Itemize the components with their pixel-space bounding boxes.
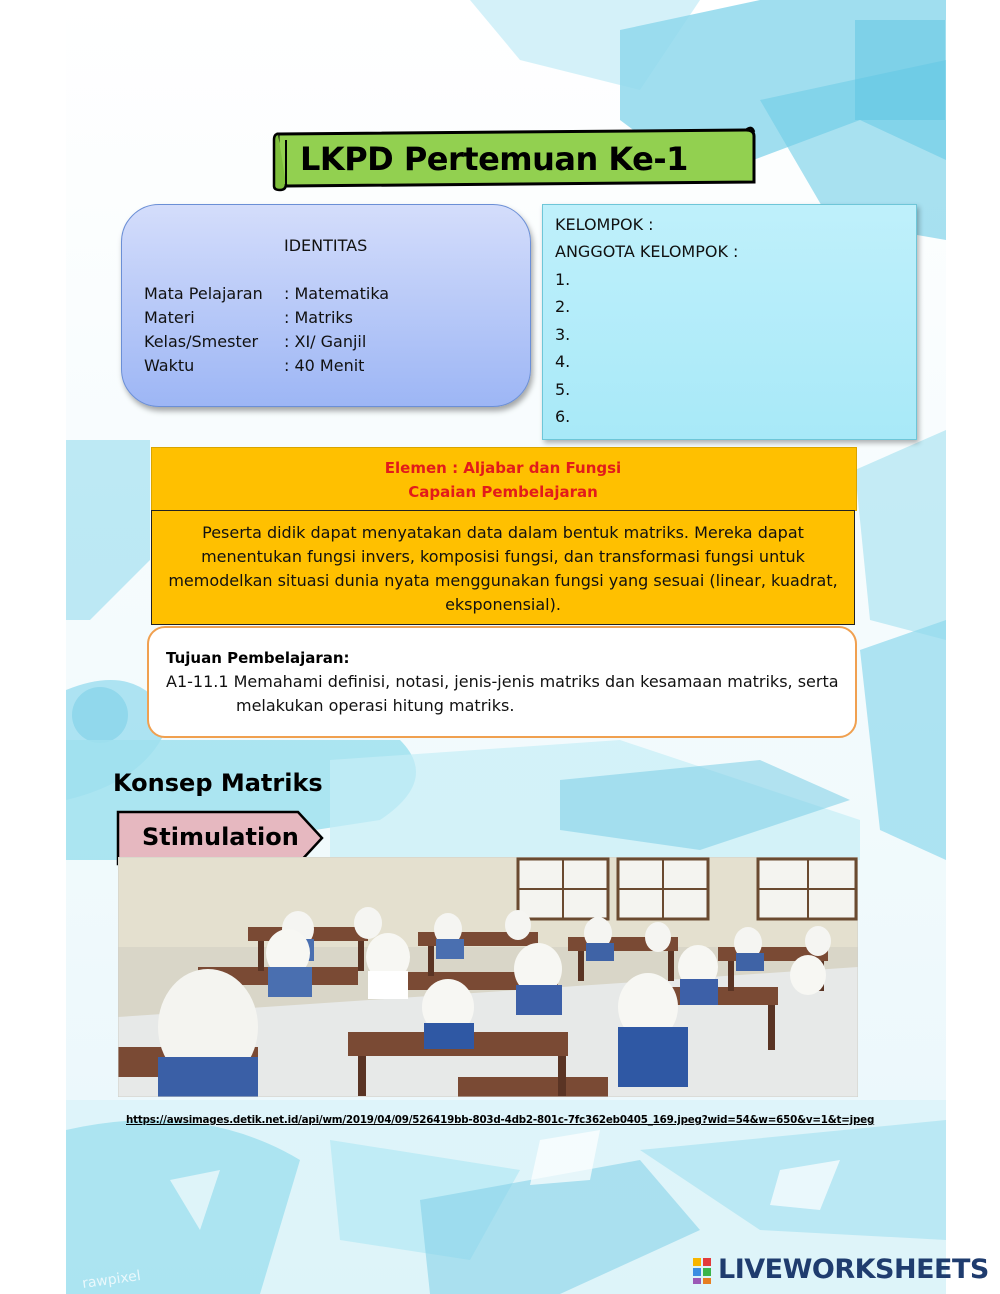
tujuan-line-1: A1-11.1 Memahami definisi, notasi, jenis-jenis matriks dan kesamaan matriks, serta xyxy=(166,672,839,691)
identitas-label-subject: Mata Pelajaran xyxy=(144,284,263,303)
member-number-3: 3. xyxy=(555,325,571,344)
capaian-title: Capaian Pembelajaran xyxy=(408,483,598,501)
identitas-value-material: : Matriks xyxy=(284,308,353,327)
elemen-header-box xyxy=(151,447,857,511)
member-number-4: 4. xyxy=(555,352,571,371)
identitas-value-class: : XI/ Ganjil xyxy=(284,332,367,351)
watermark: rawpixel xyxy=(81,1267,142,1293)
member-number-2: 2. xyxy=(555,297,571,316)
identitas-panel xyxy=(121,204,531,407)
tujuan-title: Tujuan Pembelajaran: xyxy=(166,649,350,667)
member-number-1: 1. xyxy=(555,270,571,289)
section-heading: Konsep Matriks xyxy=(113,769,323,797)
liveworksheets-logo[interactable]: LIVEWORKSHEETS xyxy=(718,1254,989,1285)
capaian-line-1: Peserta didik dapat menyatakan data dalam bentuk matriks. Mereka dapat xyxy=(202,523,804,542)
member-number-5: 5. xyxy=(555,380,571,399)
identitas-heading: IDENTITAS xyxy=(284,236,368,255)
classroom-photo xyxy=(118,857,858,1097)
elemen-title: Elemen : Aljabar dan Fungsi xyxy=(384,459,622,477)
image-source-link[interactable]: https://awsimages.detik.net.id/api/wm/2019/04/09/526419bb-803d-4db2-801c-7fc362eb0405_169.jpeg?wid=54&w=650&v=1&t=jpeg xyxy=(126,1114,875,1126)
identitas-label-time: Waktu xyxy=(144,356,195,375)
identitas-label-material: Materi xyxy=(144,308,195,327)
capaian-line-3: memodelkan situasi dunia nyata menggunakan fungsi yang sesuai (linear, kuadrat, xyxy=(168,571,838,590)
identitas-label-class: Kelas/Smester xyxy=(144,332,259,351)
kelompok-label: KELOMPOK : xyxy=(555,215,654,234)
stimulation-label: Stimulation xyxy=(142,823,299,851)
anggota-kelompok-label: ANGGOTA KELOMPOK : xyxy=(555,242,739,261)
identitas-value-time: : 40 Menit xyxy=(284,356,365,375)
capaian-line-4: eksponensial). xyxy=(445,595,561,614)
tujuan-line-2: melakukan operasi hitung matriks. xyxy=(236,696,515,715)
capaian-line-2: menentukan fungsi invers, komposisi fungsi, dan transformasi fungsi untuk xyxy=(201,547,805,566)
kelompok-panel xyxy=(542,204,917,440)
member-number-6: 6. xyxy=(555,407,571,426)
identitas-value-subject: : Matematika xyxy=(284,284,390,303)
page-title: LKPD Pertemuan Ke-1 xyxy=(300,140,688,178)
